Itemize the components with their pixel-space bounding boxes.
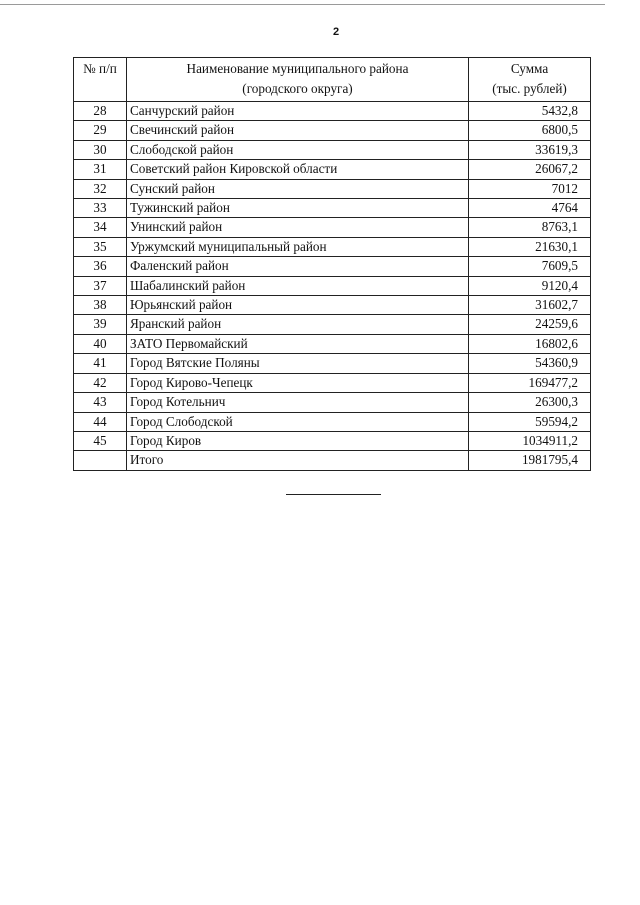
row-sum-cell: 8763,1: [469, 218, 591, 237]
row-name-cell: Санчурский район: [127, 102, 469, 121]
row-sum-cell: 59594,2: [469, 412, 591, 431]
row-name-cell: Слободской район: [127, 140, 469, 159]
row-sum-cell: 26067,2: [469, 160, 591, 179]
row-sum-cell: 7012: [469, 179, 591, 198]
header-sum-line2: (тыс. рублей): [492, 81, 567, 96]
row-sum-cell: 7609,5: [469, 257, 591, 276]
total-label: Итого: [127, 451, 469, 470]
row-name-cell: Фаленский район: [127, 257, 469, 276]
row-sum-cell: 21630,1: [469, 237, 591, 256]
table-row: [74, 237, 591, 256]
row-number-cell: 45: [74, 431, 127, 450]
page-number: 2: [332, 26, 340, 38]
table-row: [74, 373, 591, 392]
row-number-cell: 28: [74, 102, 127, 121]
row-number-cell: 35: [74, 237, 127, 256]
table-row: [74, 179, 591, 198]
row-sum-cell: 6800,5: [469, 121, 591, 140]
row-name-cell: Шабалинский район: [127, 276, 469, 295]
row-name-cell: Юрьянский район: [127, 296, 469, 315]
table-row: [74, 334, 591, 353]
header-name-line2: (городского округа): [242, 81, 353, 96]
top-border-line: [0, 4, 605, 5]
row-name-cell: Город Вятские Поляны: [127, 354, 469, 373]
row-sum-cell: 4764: [469, 199, 591, 218]
row-number-cell: 37: [74, 276, 127, 295]
row-name-cell: Советский район Кировской области: [127, 160, 469, 179]
table-row: [74, 393, 591, 412]
total-sum: 1981795,4: [469, 451, 591, 470]
end-of-document-line: [286, 494, 381, 495]
row-number-cell: 39: [74, 315, 127, 334]
row-name-cell: Город Киров: [127, 431, 469, 450]
row-number-cell: 34: [74, 218, 127, 237]
row-number-cell: 42: [74, 373, 127, 392]
header-sum: [469, 58, 591, 102]
table-row: [74, 140, 591, 159]
table-row: [74, 296, 591, 315]
table-row: [74, 257, 591, 276]
row-sum-cell: 9120,4: [469, 276, 591, 295]
row-number-cell: 43: [74, 393, 127, 412]
table-row: [74, 160, 591, 179]
row-number-cell: 33: [74, 199, 127, 218]
row-name-cell: Уржумский муниципальный район: [127, 237, 469, 256]
table-row: [74, 315, 591, 334]
row-name-cell: Тужинский район: [127, 199, 469, 218]
row-sum-cell: 1034911,2: [469, 431, 591, 450]
row-sum-cell: 16802,6: [469, 334, 591, 353]
row-sum-cell: 26300,3: [469, 393, 591, 412]
row-sum-cell: 5432,8: [469, 102, 591, 121]
row-number-cell: 29: [74, 121, 127, 140]
table-row: [74, 431, 591, 450]
table-row: [74, 276, 591, 295]
total-row: [74, 451, 591, 470]
row-number-cell: 31: [74, 160, 127, 179]
row-number-cell: 36: [74, 257, 127, 276]
row-sum-cell: 169477,2: [469, 373, 591, 392]
row-name-cell: Свечинский район: [127, 121, 469, 140]
row-sum-cell: 24259,6: [469, 315, 591, 334]
row-name-cell: ЗАТО Первомайский: [127, 334, 469, 353]
row-number-cell: 30: [74, 140, 127, 159]
row-name-cell: Унинский район: [127, 218, 469, 237]
table-row: [74, 121, 591, 140]
row-name-cell: Город Кирово-Чепецк: [127, 373, 469, 392]
allocation-table: [73, 57, 591, 471]
table-row: [74, 354, 591, 373]
table-row: [74, 412, 591, 431]
row-name-cell: Город Котельнич: [127, 393, 469, 412]
total-number-cell: [74, 451, 127, 470]
row-name-cell: Яранский район: [127, 315, 469, 334]
row-sum-cell: 54360,9: [469, 354, 591, 373]
row-sum-cell: 33619,3: [469, 140, 591, 159]
table-row: [74, 218, 591, 237]
table-header-row: [74, 58, 591, 102]
row-name-cell: Сунский район: [127, 179, 469, 198]
row-number-cell: 44: [74, 412, 127, 431]
row-name-cell: Город Слободской: [127, 412, 469, 431]
row-number-cell: 38: [74, 296, 127, 315]
header-name: [127, 58, 469, 102]
header-number: № п/п: [74, 58, 127, 102]
table-body: [74, 102, 591, 451]
header-name-line1: Наименование муниципального района: [186, 61, 409, 76]
row-number-cell: 41: [74, 354, 127, 373]
row-sum-cell: 31602,7: [469, 296, 591, 315]
header-sum-line1: Сумма: [510, 61, 549, 76]
table-row: [74, 199, 591, 218]
table-row: [74, 102, 591, 121]
row-number-cell: 32: [74, 179, 127, 198]
row-number-cell: 40: [74, 334, 127, 353]
